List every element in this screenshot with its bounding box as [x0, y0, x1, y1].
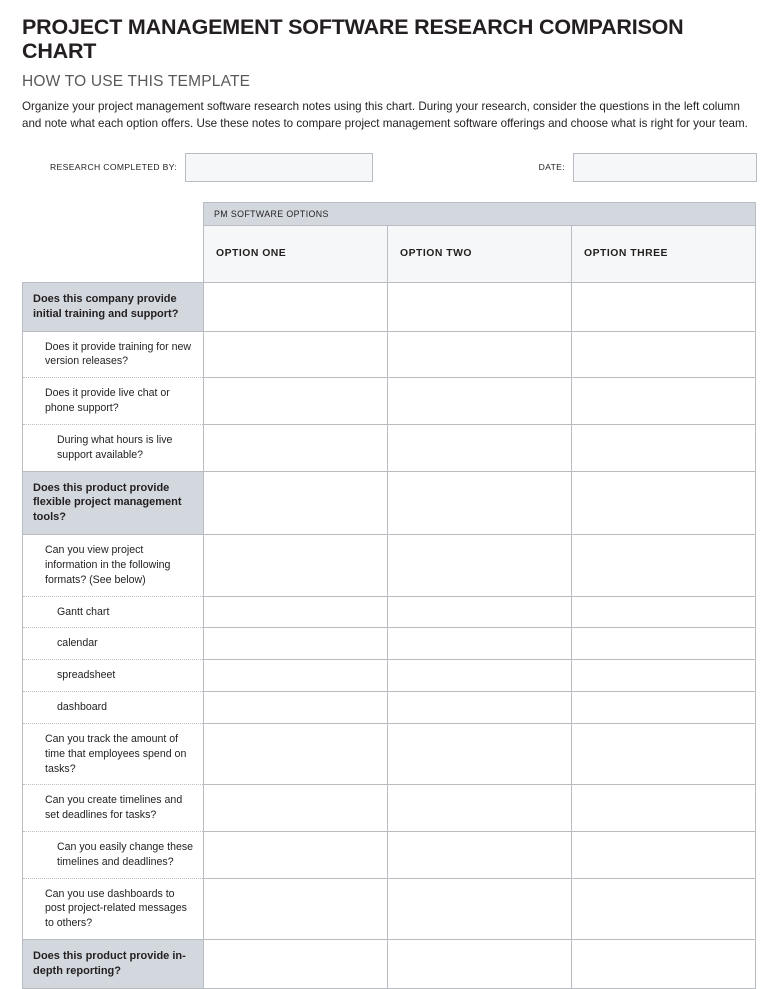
question-label: Does it provide training for new version releases?: [23, 331, 204, 378]
table-row: [23, 596, 756, 628]
answer-cell-1[interactable]: [204, 878, 388, 939]
answer-cell-3[interactable]: [572, 424, 756, 471]
answer-cell-2[interactable]: [388, 660, 572, 692]
band-label-cell: PM SOFTWARE OPTIONS: [204, 202, 756, 225]
comparison-table: [22, 202, 756, 989]
question-label: Can you create timelines and set deadlines for tasks?: [23, 785, 204, 832]
answer-cell-1[interactable]: [204, 424, 388, 471]
question-label: Can you easily change these timelines and deadlines?: [23, 832, 204, 879]
question-label: calendar: [23, 628, 204, 660]
answer-cell-3[interactable]: [572, 378, 756, 425]
question-label: Gantt chart: [23, 596, 204, 628]
column-header-option-one: OPTION ONE: [204, 225, 388, 282]
table-section-row: [23, 471, 756, 535]
answer-cell-2[interactable]: [388, 628, 572, 660]
answer-cell-2[interactable]: [388, 282, 572, 331]
answer-cell-2[interactable]: [388, 331, 572, 378]
table-row: [23, 723, 756, 784]
answer-cell-1[interactable]: [204, 535, 388, 596]
answer-cell-3[interactable]: [572, 940, 756, 989]
section-label: Does this company provide initial training and support?: [23, 282, 204, 331]
answer-cell-3[interactable]: [572, 692, 756, 724]
table-row: [23, 535, 756, 596]
table-row: [23, 660, 756, 692]
table-body: [23, 202, 756, 988]
question-label: dashboard: [23, 692, 204, 724]
instructions-paragraph: Organize your project management software research notes using this chart. During your research, consider the questions in the left column and note what each option offers. Use these notes to compare project management software offerings and choose what is right for your team.: [22, 100, 748, 131]
answer-cell-3[interactable]: [572, 596, 756, 628]
answer-cell-1[interactable]: [204, 832, 388, 879]
answer-cell-3[interactable]: [572, 282, 756, 331]
research-completed-by-input[interactable]: [185, 153, 373, 182]
answer-cell-3[interactable]: [572, 832, 756, 879]
table-row: [23, 785, 756, 832]
answer-cell-2[interactable]: [388, 832, 572, 879]
research-completed-by-label: RESEARCH COMPLETED BY:: [50, 162, 178, 173]
question-label: Can you use dashboards to post project-related messages to others?: [23, 878, 204, 939]
answer-cell-1[interactable]: [204, 692, 388, 724]
answer-cell-1[interactable]: [204, 331, 388, 378]
answer-cell-1[interactable]: [204, 785, 388, 832]
answer-cell-1[interactable]: [204, 660, 388, 692]
date-input[interactable]: [573, 153, 757, 182]
question-label: Does it provide live chat or phone support?: [23, 378, 204, 425]
answer-cell-2[interactable]: [388, 940, 572, 989]
table-row: [23, 628, 756, 660]
answer-cell-2[interactable]: [388, 878, 572, 939]
answer-cell-3[interactable]: [572, 628, 756, 660]
table-row: [23, 424, 756, 471]
table-band-row: [23, 202, 756, 225]
question-label: Can you track the amount of time that employees spend on tasks?: [23, 723, 204, 784]
date-label: DATE:: [538, 162, 565, 173]
table-row: [23, 878, 756, 939]
table-row: [23, 692, 756, 724]
answer-cell-1[interactable]: [204, 940, 388, 989]
answer-cell-2[interactable]: [388, 785, 572, 832]
answer-cell-2[interactable]: [388, 535, 572, 596]
table-section-row: [23, 940, 756, 989]
question-label: Can you view project information in the following formats? (See below): [23, 535, 204, 596]
answer-cell-3[interactable]: [572, 331, 756, 378]
question-label: During what hours is live support available?: [23, 424, 204, 471]
column-header-option-three: OPTION THREE: [572, 225, 756, 282]
answer-cell-2[interactable]: [388, 723, 572, 784]
section-label: Does this product provide in-depth reporting?: [23, 940, 204, 989]
how-to-use-heading: HOW TO USE THIS TEMPLATE: [22, 73, 251, 91]
answer-cell-3[interactable]: [572, 660, 756, 692]
table-header-row: [23, 225, 756, 282]
table-row: [23, 331, 756, 378]
answer-cell-1[interactable]: [204, 471, 388, 535]
table-row: [23, 832, 756, 879]
answer-cell-3[interactable]: [572, 471, 756, 535]
answer-cell-3[interactable]: [572, 535, 756, 596]
table-section-row: [23, 282, 756, 331]
answer-cell-2[interactable]: [388, 596, 572, 628]
column-header-option-two: OPTION TWO: [388, 225, 572, 282]
answer-cell-1[interactable]: [204, 628, 388, 660]
answer-cell-1[interactable]: [204, 378, 388, 425]
answer-cell-3[interactable]: [572, 878, 756, 939]
answer-cell-2[interactable]: [388, 424, 572, 471]
table-row: [23, 378, 756, 425]
answer-cell-2[interactable]: [388, 471, 572, 535]
answer-cell-2[interactable]: [388, 692, 572, 724]
section-label: Does this product provide flexible project management tools?: [23, 471, 204, 535]
answer-cell-1[interactable]: [204, 723, 388, 784]
page-title: PROJECT MANAGEMENT SOFTWARE RESEARCH COMPARISON CHART: [22, 15, 684, 63]
answer-cell-1[interactable]: [204, 282, 388, 331]
question-label: spreadsheet: [23, 660, 204, 692]
answer-cell-1[interactable]: [204, 596, 388, 628]
header-blank-cell: [23, 225, 204, 282]
band-blank-cell: [23, 202, 204, 225]
answer-cell-2[interactable]: [388, 378, 572, 425]
answer-cell-3[interactable]: [572, 723, 756, 784]
meta-row: [22, 153, 757, 182]
answer-cell-3[interactable]: [572, 785, 756, 832]
